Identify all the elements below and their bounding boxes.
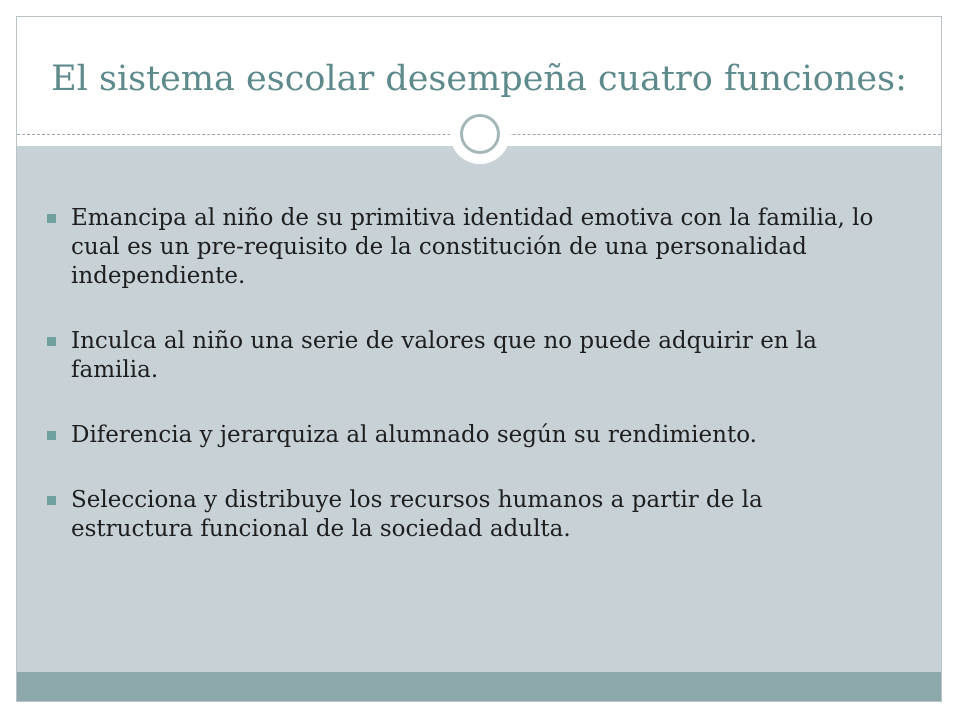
bullet-item bbox=[55, 204, 885, 291]
bullet-text: Emancipa al niño de su primitiva identidad emotiva con la familia, lo cual es un pre-requisito de la constitución de una personalidad independiente. bbox=[71, 205, 874, 289]
bullet-list bbox=[55, 204, 885, 544]
content-area bbox=[17, 146, 941, 672]
square-bullet-icon bbox=[47, 214, 56, 223]
bullet-item bbox=[55, 327, 885, 385]
slide-frame bbox=[16, 16, 942, 702]
bullet-item bbox=[55, 486, 885, 544]
square-bullet-icon bbox=[47, 496, 56, 505]
slide-title: El sistema escolar desempeña cuatro funciones: bbox=[51, 59, 907, 99]
square-bullet-icon bbox=[47, 431, 56, 440]
footer-bar bbox=[17, 672, 941, 702]
bullet-text: Diferencia y jerarquiza al alumnado según su rendimiento. bbox=[71, 422, 757, 448]
bullet-item bbox=[55, 421, 885, 450]
bullet-text: Inculca al niño una serie de valores que no puede adquirir en la familia. bbox=[71, 328, 817, 383]
bullet-text: Selecciona y distribuye los recursos humanos a partir de la estructura funcional de la sociedad adulta. bbox=[71, 487, 763, 542]
square-bullet-icon bbox=[47, 337, 56, 346]
ring-circle-icon bbox=[460, 114, 500, 154]
